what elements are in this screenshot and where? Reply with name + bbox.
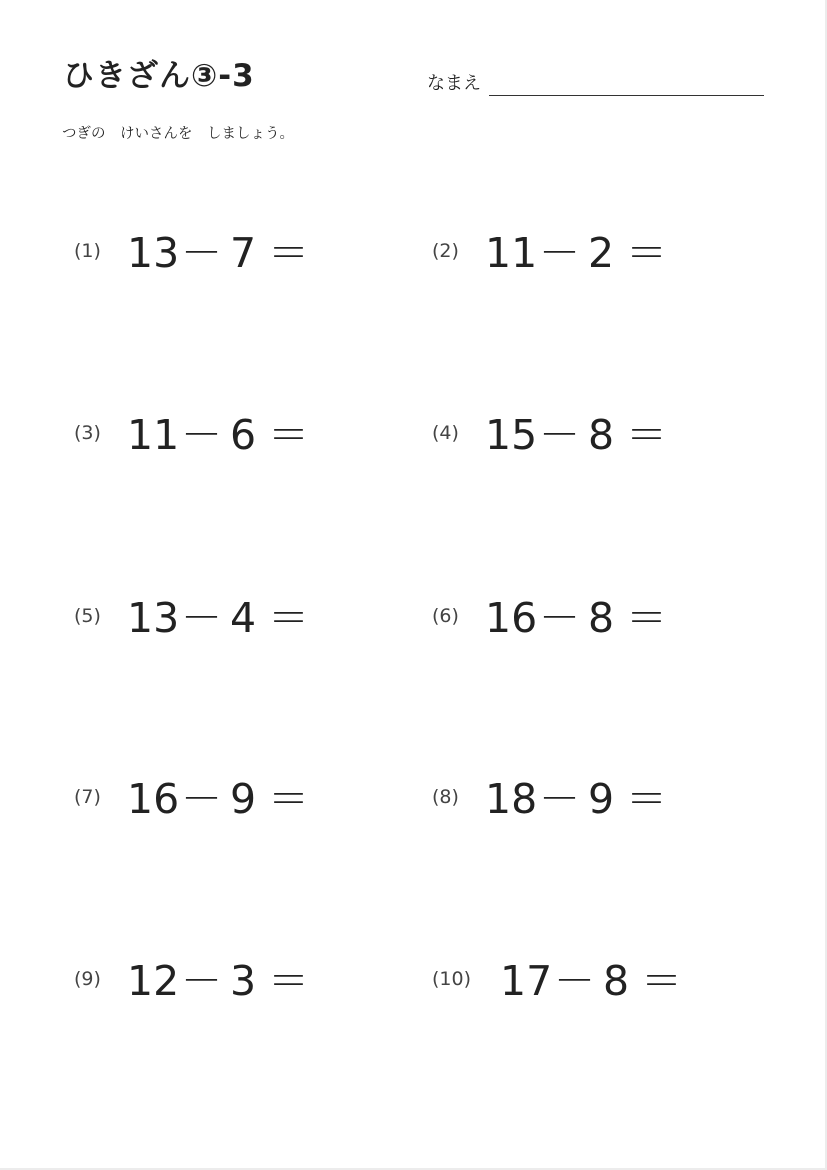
minuend: 11 (127, 411, 180, 459)
minuend: 13 (127, 229, 180, 277)
problem-number: (5) (74, 605, 101, 627)
subtrahend: 8 (603, 957, 630, 1005)
minus-sign: － (181, 957, 222, 1005)
subtrahend: 9 (588, 775, 615, 823)
minus-sign: － (539, 229, 580, 277)
subtrahend: 8 (588, 594, 615, 642)
name-field-line[interactable] (489, 95, 764, 96)
minus-sign: － (539, 594, 580, 642)
equals-sign: ＝ (268, 775, 309, 823)
minus-sign: － (181, 775, 222, 823)
equals-sign: ＝ (641, 957, 682, 1005)
equals-sign: ＝ (268, 411, 309, 459)
minus-sign: － (539, 775, 580, 823)
equals-sign: ＝ (626, 594, 667, 642)
minuend: 15 (485, 411, 538, 459)
minus-sign: － (181, 594, 222, 642)
subtrahend: 4 (230, 594, 257, 642)
minus-sign: － (554, 957, 595, 1005)
equals-sign: ＝ (626, 775, 667, 823)
problem-number: (2) (432, 240, 459, 262)
minus-sign: － (181, 229, 222, 277)
equals-sign: ＝ (268, 594, 309, 642)
problem-number: (10) (432, 968, 472, 990)
equals-sign: ＝ (268, 957, 309, 1005)
problem-number: (6) (432, 605, 459, 627)
problem-number: (3) (74, 422, 101, 444)
subtrahend: 2 (588, 229, 615, 277)
minuend: 16 (485, 594, 538, 642)
equals-sign: ＝ (626, 229, 667, 277)
subtrahend: 7 (230, 229, 257, 277)
minuend: 12 (127, 957, 180, 1005)
minuend: 17 (500, 957, 553, 1005)
minus-sign: － (539, 411, 580, 459)
problem-number: (7) (74, 786, 101, 808)
subtrahend: 8 (588, 411, 615, 459)
equals-sign: ＝ (626, 411, 667, 459)
subtrahend: 3 (230, 957, 257, 1005)
worksheet-title: ひきざん③-3 (63, 58, 255, 94)
equals-sign: ＝ (268, 229, 309, 277)
minuend: 18 (485, 775, 538, 823)
problem-number: (4) (432, 422, 459, 444)
name-label: なまえ (427, 73, 481, 94)
subtrahend: 9 (230, 775, 257, 823)
minuend: 16 (127, 775, 180, 823)
minus-sign: － (181, 411, 222, 459)
minuend: 11 (485, 229, 538, 277)
subtrahend: 6 (230, 411, 257, 459)
instruction-text: つぎの けいさんを しましょう。 (62, 126, 294, 142)
minuend: 13 (127, 594, 180, 642)
problem-number: (1) (74, 240, 101, 262)
problem-number: (8) (432, 786, 459, 808)
problem-number: (9) (74, 968, 101, 990)
